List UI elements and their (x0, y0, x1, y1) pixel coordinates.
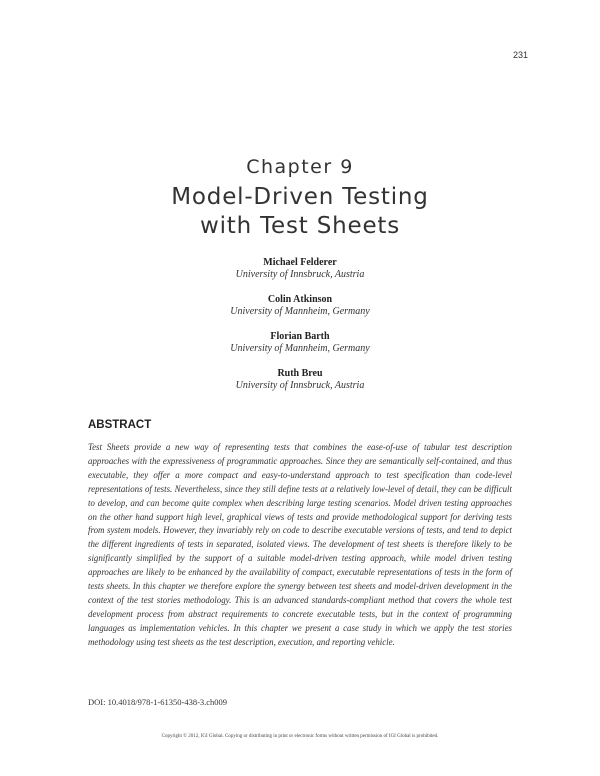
author-affiliation: University of Innsbruck, Austria (235, 269, 365, 280)
author-list (0, 256, 600, 404)
author-name: Florian Barth (270, 331, 330, 342)
author-block (0, 293, 600, 330)
author-affiliation: University of Mannheim, Germany (230, 343, 370, 354)
chapter-title-line-2: with Test Sheets (200, 213, 400, 239)
page-number: 231 (512, 50, 528, 60)
abstract-body: Test Sheets provide a new way of representing tests that combines the ease-of-use of tabular test description approaches with the expressiveness of programmatic approaches. Since they are semantically self-contained, and thus executable, they offer a more compact and easy-to-understand approach to test specification than code-level representations of tests. Nevertheless, since they still define tests at a relatively low-level of detail, they can be difficult to develop, and can become quite complex when describing large testing scenarios. Model driven testing approaches on the other hand support high level, graphical views of tests and provide methodological support for deriving tests from system models. However, they invariably rely on code to describe executable versions of tests, and tend to depict the different ingredients of tests in separated, isolated views. The development of test sheets is therefore likely to be significantly simplified by the support of a suitable model-driven testing approach, while model driven testing approaches are likely to be enhanced by the availability of compact, executable representations of tests in the form of tests sheets. In this chapter we therefore explore the synergy between test sheets and model-driven development in the context of the test stories methodology. This is an advanced standards-compliant method that covers the whole test development process from abstract requirements to concrete executable tests, but in the context of programming languages as implementation vehicles. In this chapter we present a case study in which we apply the test stories methodology using test sheets as the test description, execution, and reporting vehicle. (88, 442, 512, 647)
author-affiliation: University of Mannheim, Germany (230, 306, 370, 317)
author-block (0, 367, 600, 404)
chapter-title (0, 183, 600, 241)
author-block (0, 330, 600, 367)
author-block (0, 256, 600, 293)
copyright-notice: Copyright © 2012, IGI Global. Copying or distributing in print or electronic forms without written permission of IGI Global is prohibited. (161, 734, 439, 739)
author-name: Colin Atkinson (267, 294, 333, 305)
abstract-heading: ABSTRACT (88, 419, 152, 431)
chapter-title-line-1: Model-Driven Testing (171, 184, 429, 210)
doi: DOI: 10.4018/978-1-61350-438-3.ch009 (88, 697, 228, 707)
author-name: Ruth Breu (277, 368, 323, 379)
author-affiliation: University of Innsbruck, Austria (235, 380, 365, 391)
author-name: Michael Felderer (263, 257, 337, 268)
chapter-label: Chapter 9 (246, 156, 354, 178)
